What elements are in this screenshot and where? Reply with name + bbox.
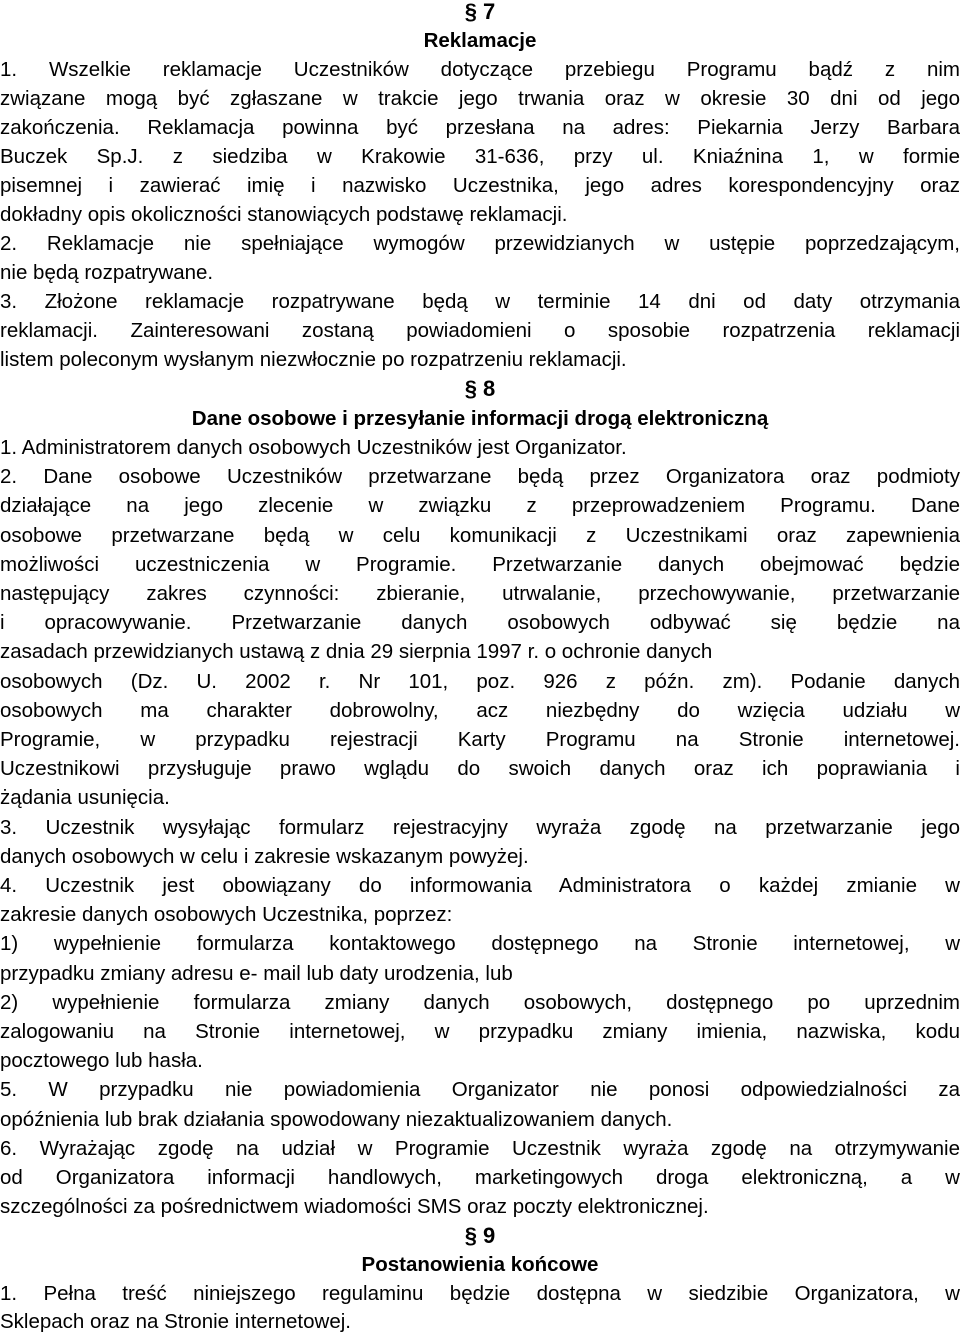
paragraph-line: pisemnej i zawierać imię i nazwisko Uczestnika, jego adres korespondencyjny oraz: [0, 174, 960, 197]
paragraph-line: następujący zakres czynności: zbieranie, utrwalanie, przechowywanie, przetwarzanie: [0, 582, 960, 605]
paragraph-line: 1. Pełna treść niniejszego regulaminu będzie dostępna w siedzibie Organizatora, w: [0, 1282, 960, 1305]
paragraph-line: przypadku zmiany adresu e- mail lub daty urodzenia, lub: [0, 962, 513, 985]
section-7-number: § 7: [464, 0, 496, 24]
paragraph-line: Programie, w przypadku rejestracji Karty Programu na Stronie internetowej.: [0, 728, 960, 751]
paragraph-line: Uczestnikowi przysługuje prawo wglądu do swoich danych oraz ich poprawiania i: [0, 757, 960, 780]
paragraph-line: 4. Uczestnik jest obowiązany do informowania Administratora o każdej zmianie w: [0, 874, 960, 897]
paragraph-line: 1. Wszelkie reklamacje Uczestników dotyczące przebiegu Programu bądź z nim: [0, 58, 960, 81]
paragraph-line: możliwości uczestniczenia w Programie. Przetwarzanie danych obejmować będzie: [0, 553, 960, 576]
section-8-number: § 8: [464, 376, 496, 401]
section-9-number: § 9: [464, 1223, 496, 1248]
paragraph-line: pocztowego lub hasła.: [0, 1049, 203, 1072]
paragraph-line: opóźnienia lub brak działania spowodowany niezaktualizowaniem danych.: [0, 1108, 673, 1131]
paragraph-line: dokładny opis okoliczności stanowiących podstawę reklamacji.: [0, 203, 568, 226]
paragraph-line: 2. Reklamacje nie spełniające wymogów przewidzianych w ustępie poprzedzającym,: [0, 232, 960, 255]
paragraph-line: zasadach przewidzianych ustawą z dnia 29 sierpnia 1997 r. o ochronie danych: [0, 640, 713, 663]
section-7-title: Reklamacje: [423, 29, 537, 52]
paragraph-line: 3. Złożone reklamacje rozpatrywane będą w terminie 14 dni od daty otrzymania: [0, 290, 960, 313]
paragraph-line: osobowych (Dz. U. 2002 r. Nr 101, poz. 926 z późn. zm). Podanie danych: [0, 670, 960, 693]
paragraph-line: listem poleconym wysłanym niezwłocznie po rozpatrzeniu reklamacji.: [0, 348, 627, 371]
paragraph-line: Sklepach oraz na Stronie internetowej.: [0, 1310, 351, 1333]
paragraph-line: 1) wypełnienie formularza kontaktowego dostępnego na Stronie internetowej, w: [0, 932, 960, 955]
paragraph-line: szczególności za pośrednictwem wiadomości SMS oraz poczty elektronicznej.: [0, 1195, 709, 1218]
section-8-title: Dane osobowe i przesyłanie informacji drogą elektroniczną: [191, 407, 769, 430]
paragraph-line: 5. W przypadku nie powiadomienia Organizator nie ponosi odpowiedzialności za: [0, 1078, 960, 1101]
paragraph-line: nie będą rozpatrywane.: [0, 261, 214, 284]
paragraph-line: 6. Wyrażając zgodę na udział w Programie Uczestnik wyraża zgodę na otrzymywanie: [0, 1137, 960, 1160]
paragraph-line: Buczek Sp.J. z siedziba w Krakowie 31-636, przy ul. Kniaźnina 1, w formie: [0, 145, 960, 168]
paragraph-line: 1. Administratorem danych osobowych Uczestników jest Organizator.: [0, 436, 627, 459]
paragraph-line: osobowe przetwarzane będą w celu komunikacji z Uczestnikami oraz zapewnienia: [0, 524, 960, 547]
paragraph-line: zalogowaniu na Stronie internetowej, w przypadku zmiany imienia, nazwiska, kodu: [0, 1020, 960, 1043]
paragraph-line: żądania usunięcia.: [0, 786, 170, 809]
paragraph-line: 2) wypełnienie formularza zmiany danych osobowych, dostępnego po uprzednim: [0, 991, 960, 1014]
paragraph-line: 2. Dane osobowe Uczestników przetwarzane będą przez Organizatora oraz podmioty: [0, 465, 960, 488]
paragraph-line: od Organizatora informacji handlowych, marketingowych droga elektroniczną, a w: [0, 1166, 960, 1189]
paragraph-line: zakończenia. Reklamacja powinna być przesłana na adres: Piekarnia Jerzy Barbara: [0, 116, 960, 139]
paragraph-line: i opracowywanie. Przetwarzanie danych osobowych odbywać się będzie na: [0, 611, 960, 634]
paragraph-line: działające na jego zlecenie w związku z przeprowadzeniem Programu. Dane: [0, 494, 960, 517]
paragraph-line: zakresie danych osobowych Uczestnika, poprzez:: [0, 903, 453, 926]
paragraph-line: reklamacji. Zainteresowani zostaną powiadomieni o sposobie rozpatrzenia reklamacji: [0, 319, 960, 342]
paragraph-line: osobowych ma charakter dobrowolny, acz niezbędny do wzięcia udziału w: [0, 699, 960, 722]
section-9-title: Postanowienia końcowe: [361, 1253, 599, 1276]
paragraph-line: związane mogą być zgłaszane w trakcie jego trwania oraz w okresie 30 dni od jego: [0, 87, 960, 110]
paragraph-line: 3. Uczestnik wysyłając formularz rejestracyjny wyraża zgodę na przetwarzanie jego: [0, 816, 960, 839]
paragraph-line: danych osobowych w celu i zakresie wskazanym powyżej.: [0, 845, 529, 868]
